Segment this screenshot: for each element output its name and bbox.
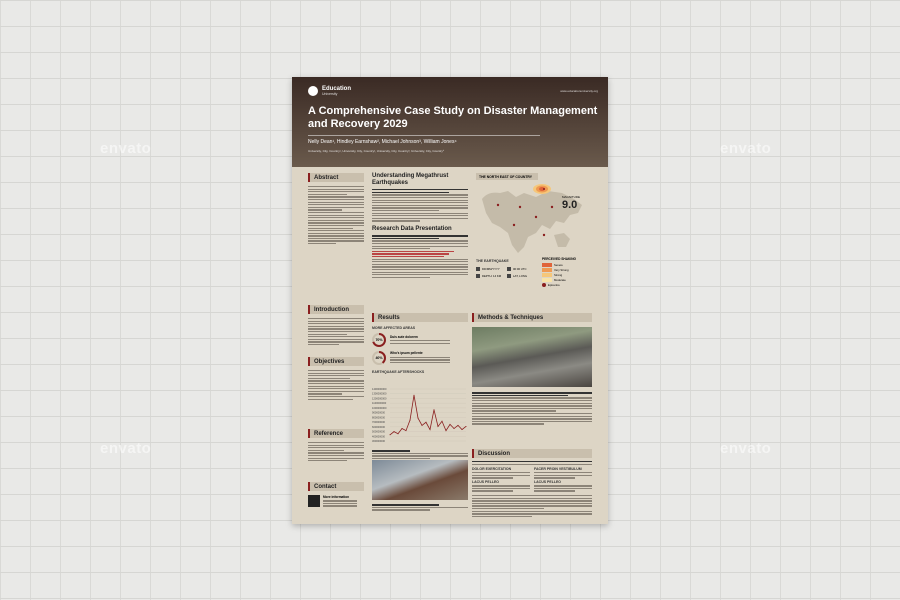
abstract-text (308, 186, 364, 244)
reference-text (308, 442, 364, 461)
university-logo (308, 86, 351, 96)
discussion-lines (534, 472, 592, 478)
y-tick-label: 300000000 (372, 440, 385, 443)
discussion-grid (472, 467, 592, 493)
stat-2-text (390, 351, 450, 364)
header-url: www.educationuniversity.org (560, 89, 598, 93)
objectives-heading: Objectives (308, 357, 364, 366)
aftershock-series-line (390, 395, 466, 435)
aftershock-point (438, 426, 439, 427)
contact-block (308, 482, 364, 508)
aftershock-point (458, 425, 459, 426)
aftershock-point (398, 433, 399, 434)
aftershock-point (410, 420, 411, 421)
more-affected-label: MORE AFFECTED AREAS (372, 326, 416, 330)
methods-heading: Methods & Techniques (472, 313, 592, 322)
objectives-text (308, 370, 364, 400)
aftershock-point (442, 421, 443, 422)
epicentre-swatch (542, 283, 546, 287)
quake-item (507, 267, 538, 271)
aftershock-point (454, 428, 455, 429)
contact-more-info: More information (323, 495, 350, 499)
stat-1-text (390, 335, 450, 345)
aftershock-point (430, 429, 431, 430)
legend-item (542, 278, 596, 282)
location-icon (507, 274, 511, 278)
map-region-label: THE NORTH EAST OF COUNTRY (476, 173, 538, 180)
legend-item (542, 273, 596, 277)
legend-label: Severe (554, 263, 563, 267)
quake-item (507, 274, 538, 278)
stat-2-label: Who's ipsum pellente (390, 351, 423, 356)
understanding-heading: Understanding Megathrust Earthquakes (372, 173, 449, 186)
y-tick-label: 1100000000 (372, 402, 387, 406)
legend-swatch (542, 273, 552, 277)
aftershock-point (390, 434, 391, 435)
quake-grid (476, 265, 538, 279)
earthquake-facts (476, 259, 538, 279)
legend-label: Very Strong (554, 268, 569, 272)
discussion-sub: FACER PROIN VESTIBULUM (534, 466, 582, 471)
legend-item (542, 268, 596, 272)
aftershocks-title: EARTHQUAKE AFTERSHOCKS (372, 370, 425, 374)
aftershock-point (414, 395, 415, 396)
header-divider (308, 135, 540, 136)
discussion-cell (472, 480, 530, 493)
magnitude-block (562, 195, 580, 211)
contact-body (308, 495, 364, 508)
magnitude-value: 9.0 (562, 199, 578, 211)
legend-swatch (542, 263, 552, 267)
map-marker (543, 234, 545, 236)
y-tick-label: 1000000000 (372, 406, 387, 410)
calendar-icon (476, 267, 480, 271)
poster-title: A Comprehensive Case Study on Disaster Management and Recovery 2029 (308, 105, 598, 130)
discussion-intro (472, 461, 592, 465)
discussion-lines (472, 485, 530, 491)
stat-row-2 (372, 351, 468, 365)
shaking-legend (542, 257, 596, 288)
legend-swatch (542, 268, 552, 272)
discussion-block (472, 449, 592, 518)
aftershock-point (466, 426, 467, 427)
legend-label: Moderate (554, 278, 566, 282)
discussion-lines (534, 485, 592, 491)
introduction-block (308, 305, 364, 347)
legend-label: Epicentre (548, 283, 560, 287)
aftershock-point (418, 418, 419, 419)
stat-gauge-1-inner (374, 335, 384, 345)
stat-row-1 (372, 333, 468, 347)
y-tick-label: 1200000000 (372, 397, 387, 401)
map-marker (519, 206, 521, 208)
magnitude-label: MAGNITUDE (562, 195, 580, 199)
aftershock-point (462, 429, 463, 430)
stat-1-label: Duis aute dolorem (390, 334, 418, 339)
poster (292, 77, 608, 524)
aftershock-point (402, 428, 403, 429)
discussion-cell (534, 467, 592, 480)
contact-lines (323, 500, 357, 506)
y-tick-label: 500000000 (372, 430, 385, 434)
house-damage-photo (372, 460, 468, 500)
quake-time: 00:00 UTC (513, 266, 527, 271)
discussion-heading: Discussion (472, 449, 592, 458)
map-marker (497, 204, 499, 206)
map-marker (551, 206, 553, 208)
quake-item (476, 267, 507, 271)
legend-title: PERCEIVED SHAKING (542, 257, 577, 261)
discussion-cell (534, 480, 592, 493)
stat-gauge-2 (372, 351, 386, 365)
authors: Nelly Dean¹, Hindley Earnshaw², Michael Johnson³, William Jones⁴ (308, 139, 457, 145)
abstract-heading: Abstract (308, 173, 364, 182)
quake-date: DD/MM/YYYY (482, 266, 500, 271)
y-tick-label: 700000000 (372, 421, 385, 425)
introduction-text (308, 318, 364, 345)
quake-depth: DEPTH: 14 KM (482, 273, 502, 278)
middle-column (372, 173, 468, 279)
poster-header (292, 77, 608, 167)
objectives-block (308, 357, 364, 401)
discussion-cell (472, 467, 530, 480)
aftershock-point (450, 424, 451, 425)
y-tick-label: 800000000 (372, 416, 385, 420)
introduction-heading: Introduction (308, 305, 364, 314)
globe-icon (308, 86, 318, 96)
photo-caption (372, 503, 468, 512)
y-tick-label: 600000000 (372, 425, 385, 429)
logo-subtitle: University (322, 92, 338, 96)
affiliations: University, City, Country¹, University, City, Country², University, City, Country³, University, City, Country⁴ (308, 149, 445, 153)
methods-block (472, 313, 592, 322)
y-tick-label: 900000000 (372, 411, 385, 415)
clock-icon (507, 267, 511, 271)
methods-text (472, 391, 592, 426)
cracked-road-photo (472, 327, 592, 387)
quake-location: LAT, LONG (513, 273, 528, 278)
aftershock-point (426, 422, 427, 423)
chart-caption (372, 449, 468, 461)
discussion-sub: DOLOR EXERCITATION (472, 466, 512, 471)
stat-gauge-2-inner (374, 353, 384, 363)
depth-icon (476, 274, 480, 278)
results-block (372, 313, 468, 374)
aftershock-point (394, 431, 395, 432)
logo-title: Education (322, 86, 352, 92)
legend-item (542, 263, 596, 267)
legend-label: Strong (554, 273, 563, 277)
aftershock-point (434, 409, 435, 410)
aftershock-point (422, 425, 423, 426)
research-text (372, 235, 468, 278)
discussion-lines (472, 472, 530, 478)
research-heading: Research Data Presentation (372, 225, 452, 232)
stat-2-value: 40% (375, 356, 383, 360)
y-tick-label: 400000000 (372, 435, 385, 439)
y-tick-label: 1400000000 (372, 388, 387, 391)
aftershock-point (406, 430, 407, 431)
map-marker (535, 216, 537, 218)
contact-heading: Contact (308, 482, 364, 491)
stat-gauge-1 (372, 333, 386, 347)
y-tick-label: 1300000000 (372, 392, 387, 396)
understanding-text (372, 189, 468, 221)
legend-item (542, 283, 596, 287)
reference-block (308, 429, 364, 463)
world-map (478, 177, 590, 267)
results-heading: Results (372, 313, 468, 322)
stat-2-lines (390, 357, 450, 363)
aftershock-point (446, 430, 447, 431)
reference-heading: Reference (308, 429, 364, 438)
epicentre-marker (543, 188, 545, 190)
aftershock-chart (372, 387, 468, 447)
stat-1-value: 70% (375, 338, 383, 342)
legend-swatch (542, 278, 552, 282)
discussion-sub: LACUS PELLEO (534, 479, 562, 484)
qr-code-icon (308, 495, 320, 507)
quake-title: THE EARTHQUAKE (476, 259, 509, 263)
abstract-photo (310, 263, 362, 291)
discussion-text (472, 495, 592, 517)
map-marker (513, 224, 515, 226)
stat-1-lines (390, 340, 450, 344)
map-landmass-south (554, 233, 570, 247)
left-column (308, 173, 364, 246)
discussion-sub: LACUS PELLEO (472, 479, 500, 484)
quake-item (476, 274, 507, 278)
